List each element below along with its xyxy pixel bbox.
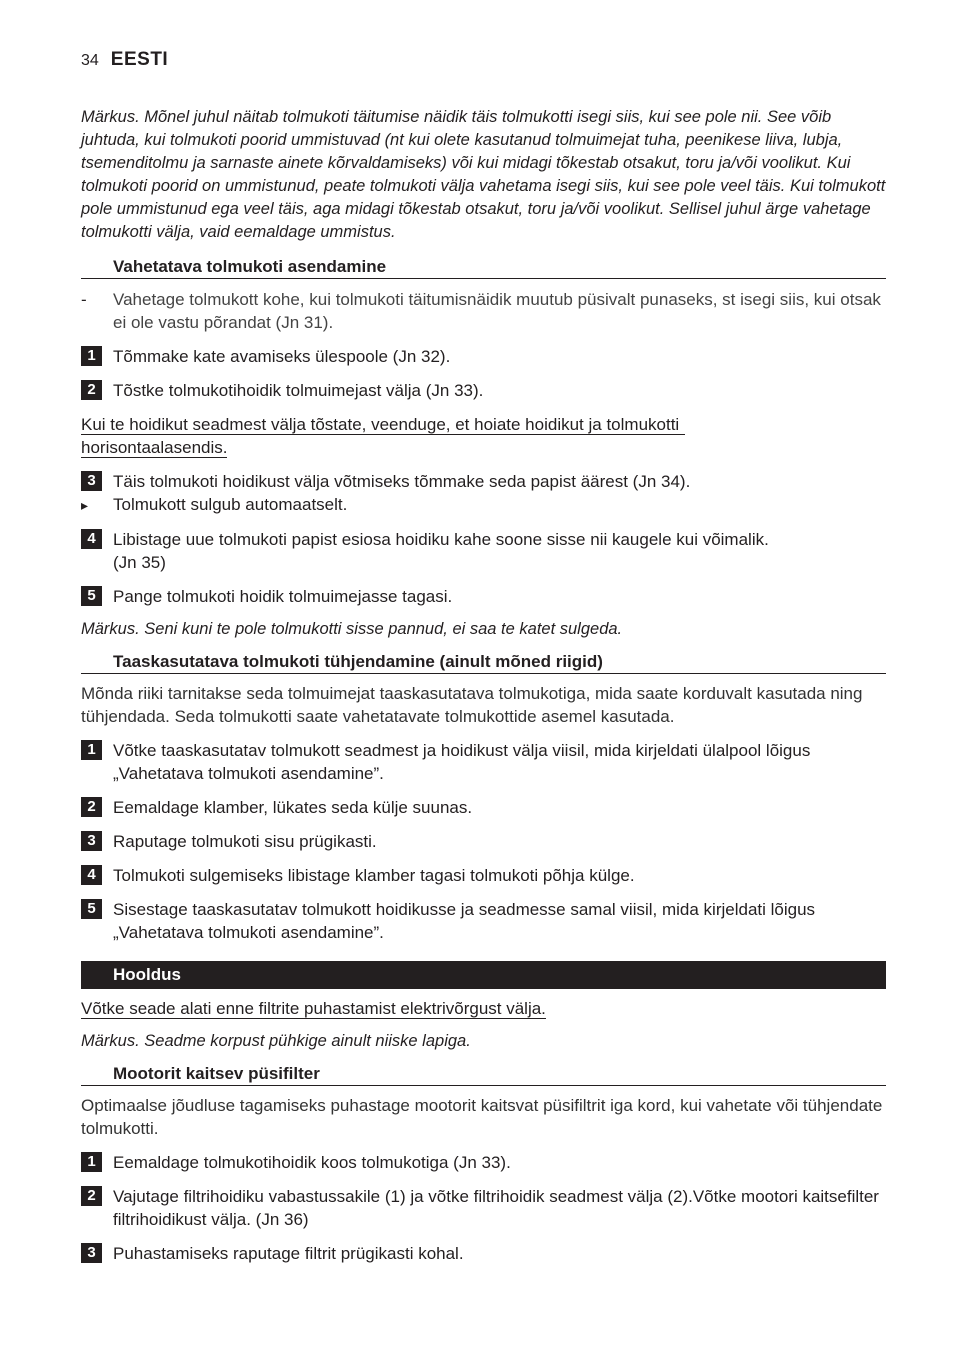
step-number: 1 [81,740,102,760]
step-number: 1 [81,346,102,366]
step-item [81,528,781,574]
step-text: Vajutage filtrihoidiku vabastussakile (1) ja võtke filtrihoidik seadmest välja (2).Võtke mootori kaitsefilter filtrihoidikust välja. (Jn 36) [113,1187,879,1229]
section-title-reusable-bag: Taaskasutatava tolmukoti tühjendamine (ainult mõned riigid) [81,651,886,674]
page-number: 34 [81,52,99,69]
step-number: 2 [81,797,102,817]
step-text: Tõstke tolmukotihoidik tolmuimejast välja (Jn 33). [113,381,484,400]
step-item [81,585,886,608]
dash-marker: - [81,290,87,309]
warning-unplug [81,997,886,1020]
language-label: EESTI [110,49,169,70]
section-title-motor-filter: Mootorit kaitsev püsifilter [81,1063,886,1086]
step-item [81,739,886,785]
warning-text: Võtke seade alati enne filtrite puhastamist elektrivõrgust välja. [81,999,546,1018]
dash-item [81,288,886,334]
section-intro: Mõnda riiki tarnitakse seda tolmuimejat taaskasutatava tolmukotiga, mida saate korduvalt kasutada ning tühjendada. Seda tolmukotti saate vahetatavate tolmukottide asemel kasutada. [81,684,863,726]
step-number: 5 [81,899,102,919]
step-number: 2 [81,1186,102,1206]
result-arrow-icon: ▸ [81,497,89,513]
step-number: 4 [81,865,102,885]
section-title-maintenance: Hooldus [81,961,886,989]
step-text: Tolmukoti sulgemiseks libistage klamber tagasi tolmukoti põhja külge. [113,866,635,885]
step-number: 4 [81,529,102,549]
step-item [81,379,886,402]
section-intro: Optimaalse jõudluse tagamiseks puhastage mootorit kaitsvat püsifiltrit iga kord, kui vahetate või tühjendate tolmukotti. [81,1096,883,1138]
step-item [81,864,886,887]
step-text: Eemaldage klamber, lükates seda külje suunas. [113,798,473,817]
step-item [81,830,886,853]
step-item [81,898,886,944]
step-item [81,1185,886,1231]
step-text: Võtke taaskasutatav tolmukott seadmest ja hoidikust välja viisil, mida kirjeldati ülalpool lõigus „Vahetatava tolmukoti asendamine”. [113,741,811,783]
step-item [81,345,886,368]
step-number: 5 [81,586,102,606]
step-item [81,796,886,819]
result-item [81,493,886,517]
step-text: Tõmmake kate avamiseks ülespoole (Jn 32). [113,347,451,366]
section-title-replace-bag: Vahetatava tolmukoti asendamine [81,256,886,279]
step-number: 1 [81,1152,102,1172]
page-header [81,49,168,71]
warning-horizontal [81,413,886,459]
warning-line-1: Kui te hoidikut seadmest välja tõstate, veenduge, et hoiate hoidikut ja tolmukotti [81,415,685,435]
step-text: Sisestage taaskasutatav tolmukott hoidikusse ja seadmesse samal viisil, mida kirjeldati lõigus „Vahetatava tolmukoti asendamine”. [113,900,816,942]
warning-line-2: horisontaalasendis. [81,438,228,457]
step-item [81,1242,886,1265]
dash-item-text: Vahetage tolmukott kohe, kui tolmukoti täitumisnäidik muutub püsivalt punaseks, st isegi siis, kui otsak ei ole vastu põrandat (Jn 31). [113,290,881,332]
step-number: 3 [81,471,102,491]
step-text: Eemaldage tolmukotihoidik koos tolmukotiga (Jn 33). [113,1153,511,1172]
step-item [81,1151,886,1174]
note-bag-indicator: Märkus. Mõnel juhul näitab tolmukoti täitumise näidik täis tolmukotti isegi siis, kui see pole nii. See võib juhtuda, kui tolmukoti poorid ummistuvad (nt kui olete kasutanud tolmuimejat tuha, peenikese liiva, lubja, tsemenditolmu ja sarnaste ainete kõrvaldamiseks) või kui midagi tõkestab otsakut, toru ja/või voolikut. Kui tolmukoti poorid on ummistunud, peate tolmukoti välja vahetama isegi siis, kui see pole veel täis. Kui tolmukott pole ummistunud ega veel täis, aga midagi tõkestab otsakut, toru ja/või voolikut. Sellisel juhul ärge vahetage tolmukotti välja, vaid eemaldage ummistus. [81,108,886,241]
step-text: Raputage tolmukoti sisu prügikasti. [113,832,377,851]
result-text: Tolmukott sulgub automaatselt. [113,495,348,514]
note-cover: Märkus. Seni kuni te pole tolmukotti sisse pannud, ei saa te katet sulgeda. [81,620,623,638]
step-text: Täis tolmukoti hoidikust välja võtmiseks tõmmake seda papist äärest (Jn 34). [113,472,691,491]
step-number: 3 [81,831,102,851]
step-item [81,470,886,493]
page-content [81,106,886,1265]
note-housing: Märkus. Seadme korpust pühkige ainult niiske lapiga. [81,1032,471,1050]
step-text: Pange tolmukoti hoidik tolmuimejasse tagasi. [113,587,453,606]
step-number: 2 [81,380,102,400]
step-text: Puhastamiseks raputage filtrit prügikasti kohal. [113,1244,464,1263]
step-text: Libistage uue tolmukoti papist esiosa hoidiku kahe soone sisse nii kaugele kui võimalik. (Jn 35) [113,530,769,572]
step-number: 3 [81,1243,102,1263]
